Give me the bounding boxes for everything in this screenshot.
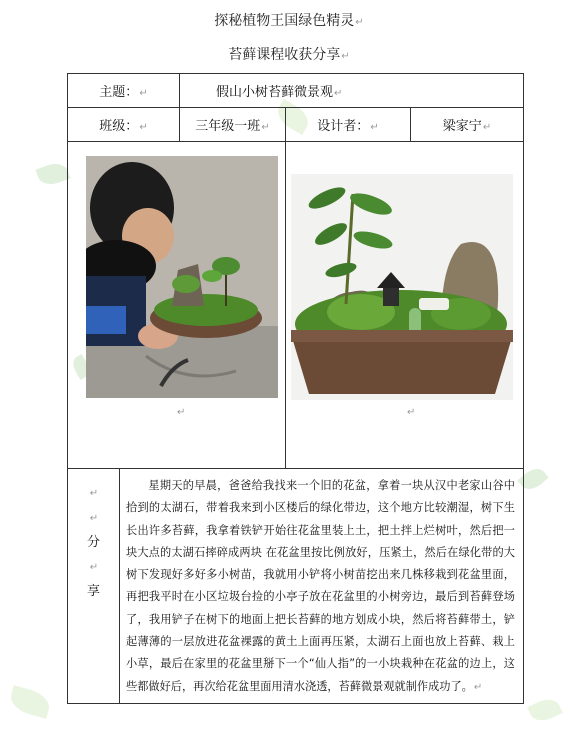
child-looking-at-moss-pot-photo <box>86 156 278 398</box>
share-label-cell: ↵ ↵ 分 ↵ 享 <box>68 469 120 704</box>
leaf-decoration-1 <box>35 159 70 188</box>
share-label-2: 享 <box>86 584 100 599</box>
theme-value: 假山小树苔藓微景观↵ <box>180 74 524 108</box>
left-photo-mark: ↵ <box>177 407 186 418</box>
share-text-cell: 星期天的早晨，爸爸给我找来一个旧的花盆，拿着一块从汉中老家山谷中拾到的太湖石，带着我来到小区楼后的绿化带边，这个地方比较潮湿，树下生长出许多苔藓，我拿着铁铲开始往花盆里装上土，把土拌上烂树叶，然后把一块大点的太湖石摔碎成两块 在花盆里按比例放好，压紧土，然后在绿化带的大树下发现好多好多小树苗，我就用小铲将小树苗挖出来几株移栽到花盆里面，再把我平时在小区垃圾台捡的小亭子放在花盆里的小树旁边，最后到苔藓登场了，我用铲子在树下的地面上把长苔藓的地方划成小块，然后将苔藓带土，铲起薄薄的一层放进花盆裸露的黄土上面再压紧，太湖石上面也放上苔藓、栽上小草，最后在家里的花盆里掰下一个“仙人指”的一小块栽种在花盆的边上，这些都做好后，再次给花盆里面用清水浇透，苔藓微景观就制作成功了。↵ <box>120 469 524 704</box>
leaf-decoration-5 <box>8 685 53 719</box>
moss-micro-landscape-pot-photo <box>291 174 513 400</box>
class-value: 三年级一班↵ <box>180 108 286 142</box>
designer-label: 设计者：↵ <box>286 108 411 142</box>
share-label-1: 分 <box>86 535 100 550</box>
document-subtitle: 苔藓课程收获分享↵ <box>228 47 350 63</box>
theme-row <box>68 74 524 108</box>
document-title: 探秘植物王国绿色精灵↵ <box>214 13 364 29</box>
class-label: 班级：↵ <box>68 108 180 142</box>
leaf-decoration-6 <box>527 695 563 726</box>
theme-label: 主题：↵ <box>68 74 180 108</box>
right-photo-cell <box>286 142 524 469</box>
left-photo-cell <box>68 142 286 469</box>
class-row <box>68 108 524 142</box>
share-row <box>68 469 524 704</box>
designer-value: 梁家宁↵ <box>411 108 524 142</box>
photo-row <box>68 142 524 469</box>
share-text: 星期天的早晨，爸爸给我找来一个旧的花盆，拿着一块从汉中老家山谷中拾到的太湖石，带着我来到小区楼后的绿化带边，这个地方比较潮湿，树下生长出许多苔藓，我拿着铁铲开始往花盆里装上土，把土拌上烂树叶，然后把一块大点的太湖石摔碎成两块 在花盆里按比例放好，压紧土，然后在绿化带的大树下发现好多好多小树苗，我就用小铲将小树苗挖出来几株移栽到花盆里面，再把我平时在小区垃圾台捡的小亭子放在花盆里的小树旁边，最后到苔藓登场了，我用铲子在树下的地面上把长苔藓的地方划成小块，然后将苔藓带土，铲起薄薄的一层放进花盆裸露的黄土上面再压紧，太湖石上面也放上苔藓、栽上小草，最后在家里的花盆里掰下一个“仙人指”的一小块栽种在花盆的边上，这些都做好后，再次给花盆里面用清水浇透，苔藓微景观就制作成功了。 <box>126 479 515 693</box>
report-table <box>67 73 524 704</box>
right-photo-mark: ↵ <box>407 407 416 418</box>
